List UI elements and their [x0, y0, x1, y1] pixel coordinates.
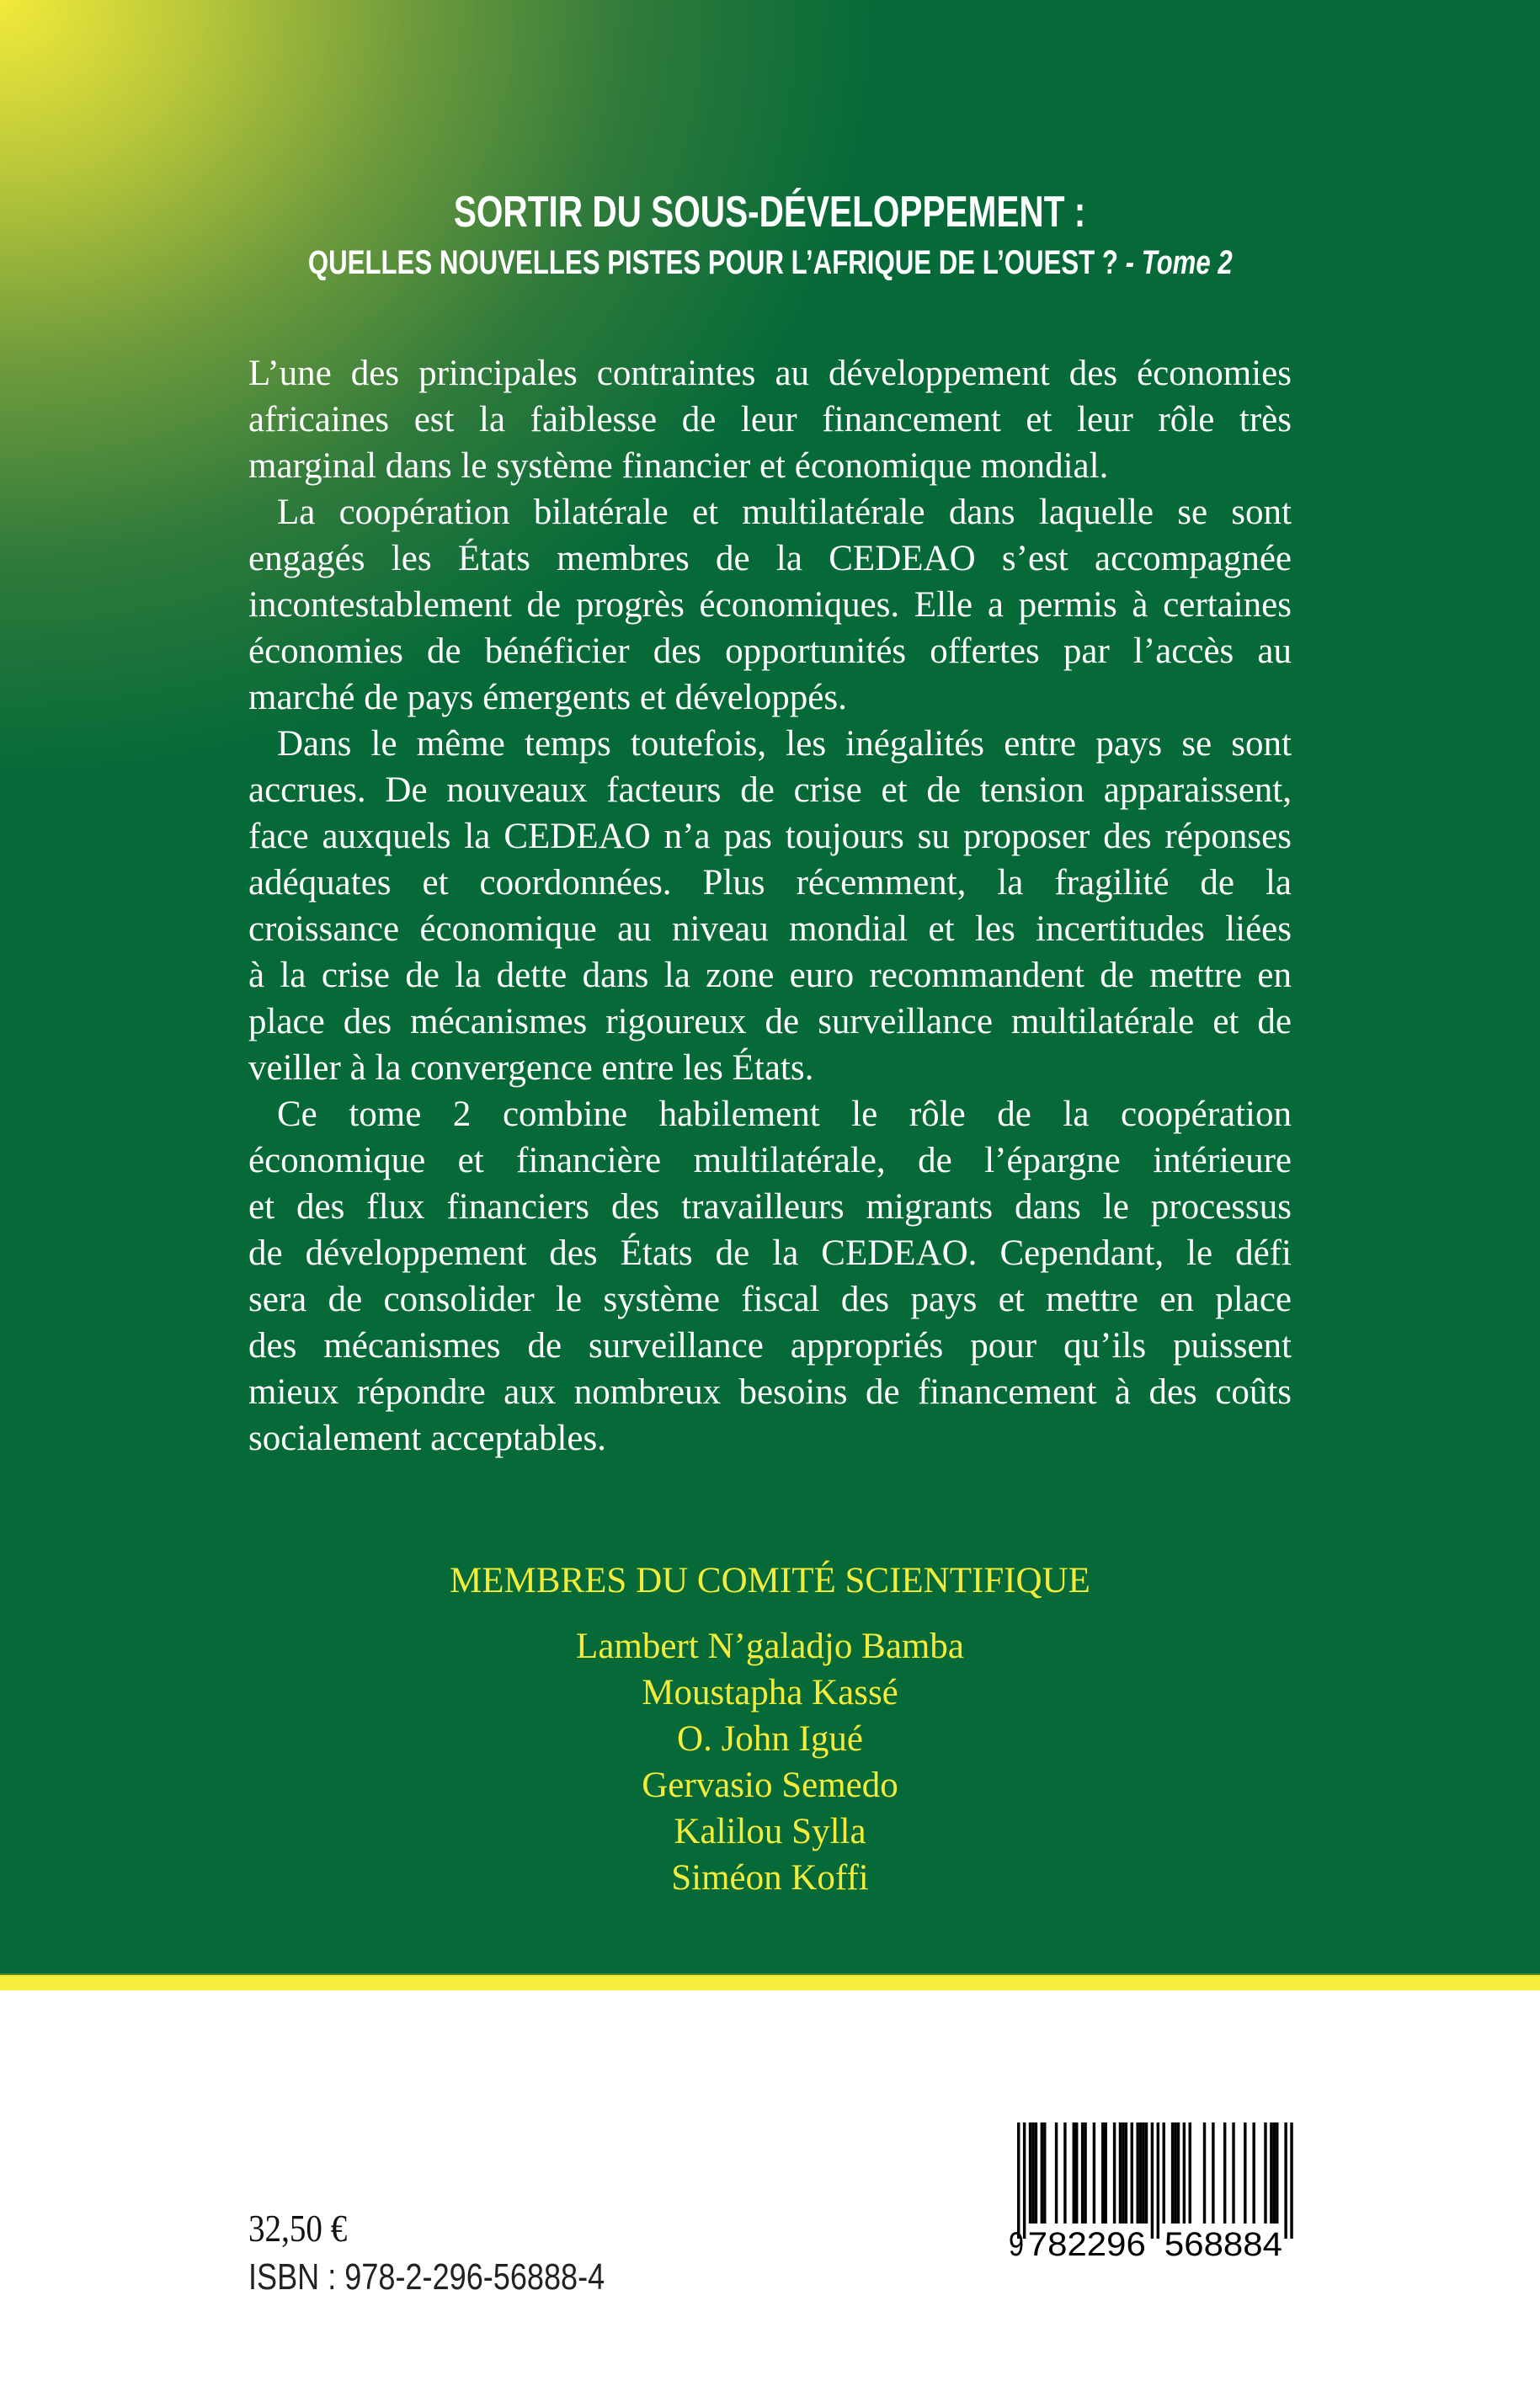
- isbn: ISBN : 978-2-296-56888-4: [248, 2256, 605, 2298]
- blurb-line: marché de pays émergents et développés.: [248, 678, 847, 717]
- committee-member: Lambert N’galadjo Bamba: [576, 1627, 964, 1666]
- barcode-bar: [1031, 2122, 1034, 2224]
- barcode-bar: [1041, 2122, 1043, 2224]
- book-title: SORTIR DU SOUS-DÉVELOPPEMENT :: [454, 188, 1086, 237]
- committee-member: Kalilou Sylla: [674, 1812, 866, 1851]
- barcode-bar: [1029, 2122, 1031, 2224]
- blurb-line: Ce tome 2 combine habilement le rôle de la coopération: [277, 1094, 1292, 1134]
- barcode-bar: [1084, 2122, 1086, 2224]
- blurb-line: et des flux financiers des travailleurs migrants dans le processus: [248, 1187, 1292, 1227]
- barcode-bar: [1063, 2122, 1066, 2224]
- barcode-bar: [1244, 2122, 1246, 2224]
- barcode-bar: [1203, 2122, 1206, 2224]
- committee-member: Siméon Koffi: [671, 1858, 869, 1898]
- volume-label: - Tome 2: [1125, 244, 1233, 281]
- barcode-bar: [1105, 2122, 1107, 2224]
- barcode-bar: [1183, 2122, 1186, 2224]
- blurb-line: adéquates et coordonnées. Plus récemment, la fragilité de la: [248, 863, 1292, 903]
- barcode-bar: [1273, 2122, 1276, 2224]
- barcode-bar: [1017, 2122, 1020, 2239]
- blurb-line: sera de consolider le système fiscal des pays et mettre en place: [248, 1280, 1292, 1319]
- blurb-line: veiller à la convergence entre les États.: [248, 1048, 814, 1088]
- barcode-digits: 9: [1009, 2226, 1024, 2263]
- committee-member: O. John Igué: [677, 1719, 863, 1759]
- barcode-bar: [1145, 2122, 1148, 2224]
- barcode-bar: [1252, 2122, 1255, 2224]
- blurb-line: incontestablement de progrès économiques. Elle a permis à certaines: [248, 585, 1292, 625]
- blurb-line: La coopération bilatérale et multilatérale dans laquelle se sont: [277, 493, 1292, 532]
- blurb-line: mieux répondre aux nombreux besoins de financement à des coûts: [248, 1372, 1292, 1412]
- barcode-bar: [1157, 2122, 1159, 2239]
- yellow-band: [0, 1973, 1540, 1990]
- barcode-bar: [1023, 2122, 1026, 2239]
- barcode-bar: [1212, 2122, 1214, 2224]
- barcode-digits: 782296: [1027, 2226, 1146, 2263]
- barcode-bar: [1163, 2122, 1165, 2224]
- barcode-bar: [1101, 2122, 1104, 2224]
- barcode-bar: [1136, 2122, 1138, 2224]
- blurb-line: économique et financière multilatérale, de l’épargne intérieure: [248, 1141, 1292, 1180]
- barcode-bar: [1125, 2122, 1127, 2224]
- blurb-line: Dans le même temps toutefois, les inégalités entre pays se sont: [277, 724, 1292, 764]
- barcode-bar: [1119, 2122, 1122, 2224]
- blurb-line: marginal dans le système financier et économique mondial.: [248, 446, 1109, 486]
- blurb-line: à la crise de la dette dans la zone euro recommandent de mettre en: [248, 956, 1292, 995]
- blurb-line: L’une des principales contraintes au développement des économies: [248, 354, 1292, 393]
- blurb-line: socialement acceptables.: [248, 1419, 607, 1458]
- barcode-bar: [1284, 2122, 1287, 2239]
- barcode-bar: [1276, 2122, 1278, 2224]
- barcode-bar: [1171, 2122, 1174, 2224]
- barcode-bar: [1223, 2122, 1226, 2224]
- barcode-bar: [1232, 2122, 1234, 2224]
- barcode-bar: [1055, 2122, 1058, 2224]
- barcode-bar: [1270, 2122, 1272, 2224]
- barcode-bar: [1043, 2122, 1046, 2224]
- blurb-line: africaines est la faiblesse de leur financement et leur rôle très: [248, 400, 1292, 439]
- committee-member: Gervasio Semedo: [642, 1766, 898, 1805]
- blurb-line: économies de bénéficier des opportunités offertes par l’accès au: [248, 631, 1292, 671]
- blurb-line: engagés les États membres de la CEDEAO s’est accompagnée: [248, 539, 1292, 578]
- barcode-digits: 568884: [1164, 2226, 1282, 2263]
- barcode-bar: [1264, 2122, 1266, 2224]
- blurb: [248, 350, 1292, 1462]
- barcode-bar: [1139, 2122, 1142, 2224]
- committee: [0, 1558, 1540, 1901]
- barcode-bar: [1151, 2122, 1154, 2239]
- barcode-bar: [1073, 2122, 1075, 2224]
- barcode-bar: [1189, 2122, 1191, 2224]
- blurb-line: croissance économique au niveau mondial et les incertitudes liées: [248, 909, 1292, 949]
- barcode-bar: [1035, 2122, 1037, 2224]
- barcode-bar: [1174, 2122, 1176, 2224]
- blurb-line: de développement des États de la CEDEAO. Cependant, le défi: [248, 1233, 1292, 1273]
- barcode-bar: [1093, 2122, 1095, 2224]
- price: 32,50 €: [248, 2207, 348, 2250]
- barcode: [1002, 2122, 1305, 2266]
- barcode-bar: [1113, 2122, 1116, 2224]
- blurb-line: accrues. De nouveaux facteurs de crise et de tension apparaissent,: [248, 770, 1292, 810]
- barcode-bar: [1142, 2122, 1144, 2224]
- blurb-line: des mécanismes de surveillance appropriés pour qu’ils puissent: [248, 1326, 1292, 1366]
- barcode-bar: [1122, 2122, 1124, 2224]
- committee-member: Moustapha Kassé: [642, 1673, 898, 1712]
- blurb-line: face auxquels la CEDEAO n’a pas toujours su proposer des réponses: [248, 817, 1292, 856]
- book-subtitle: QUELLES NOUVELLES PISTES POUR L’AFRIQUE DE L’OUEST ? - Tome 2: [307, 244, 1233, 281]
- committee-heading: MEMBRES DU COMITÉ SCIENTIFIQUE: [450, 1561, 1090, 1600]
- barcode-bar: [1131, 2122, 1133, 2224]
- barcode-bar: [1177, 2122, 1180, 2224]
- blurb-line: place des mécanismes rigoureux de surveillance multilatérale et de: [248, 1002, 1292, 1041]
- barcode-bar: [1290, 2122, 1292, 2239]
- barcode-bar: [1075, 2122, 1078, 2224]
- barcode-bar: [1081, 2122, 1084, 2224]
